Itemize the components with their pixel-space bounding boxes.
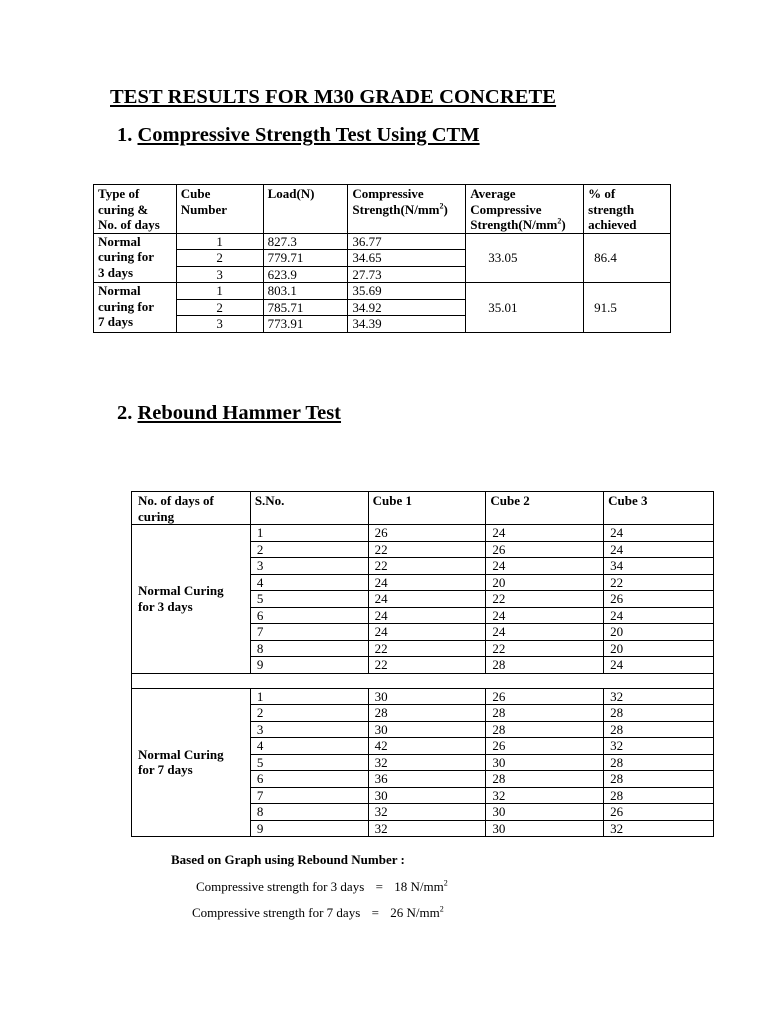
cube-number-cell: 1 [176,283,263,300]
sno-cell: 8 [250,804,368,821]
sno-cell: 1 [250,688,368,705]
cube-3-cell: 20 [604,640,714,657]
cube-2-cell: 24 [486,525,604,542]
section-2-number: 2. [117,402,133,424]
result-3-days [196,879,448,895]
cube-3-cell: 26 [604,804,714,821]
result-value: 18 N/mm [394,879,444,894]
col-header-cube-1: Cube 1 [368,492,486,525]
col-header-compressive-strength: Compressive $Strength(N/mm^2)$ [348,185,466,234]
table-row [94,283,671,300]
sno-cell: 7 [250,787,368,804]
cube-3-cell: 28 [604,721,714,738]
col-header-days: No. of days of curing [132,492,251,525]
percent-achieved-cell: 86.4 [584,233,671,283]
sno-cell: 9 [250,657,368,674]
percent-achieved-cell: 91.5 [584,283,671,333]
cube-3-cell: 20 [604,624,714,641]
cube-1-cell: 32 [368,804,486,821]
cube-1-cell: 30 [368,688,486,705]
cube-2-cell: 24 [486,624,604,641]
graph-note-heading: Based on Graph using Rebound Number : [171,852,405,867]
cube-1-cell: 24 [368,574,486,591]
page-title: TEST RESULTS FOR M30 GRADE CONCRETE [110,86,557,108]
curing-type-cell: Normal curing for 7 days [94,283,177,333]
col-header-type: Type of curing & No. of days [94,185,177,234]
cube-2-cell: 28 [486,705,604,722]
cube-number-cell: 2 [176,250,263,267]
cube-2-cell: 30 [486,754,604,771]
equals-sign: = [375,879,383,894]
cube-number-cell: 1 [176,233,263,250]
cube-1-cell: 22 [368,558,486,575]
sno-cell: 4 [250,574,368,591]
average-strength-cell: 35.01 [466,283,584,333]
compressive-strength-table [93,184,671,333]
cube-3-cell: 32 [604,820,714,837]
cube-1-cell: 22 [368,640,486,657]
col-header-percent-achieved: % of strength achieved [584,185,671,234]
cube-2-cell: 26 [486,688,604,705]
load-cell: 785.71 [263,299,348,316]
load-cell: 827.3 [263,233,348,250]
compressive-strength-cell: 35.69 [348,283,466,300]
curing-group-cell: Normal Curing for 7 days [132,688,251,837]
sno-cell: 1 [250,525,368,542]
sno-cell: 9 [250,820,368,837]
col-header-average-strength: Average Compressive $Strength(N/mm^2)$ [466,185,584,234]
cube-1-cell: 28 [368,705,486,722]
cube-2-cell: 24 [486,607,604,624]
cube-3-cell: 28 [604,787,714,804]
curing-type-cell: Normal curing for 3 days [94,233,177,283]
cube-1-cell: 24 [368,624,486,641]
compressive-strength-cell: 36.77 [348,233,466,250]
cube-1-cell: 22 [368,657,486,674]
cube-2-cell: 30 [486,820,604,837]
result-7-days [192,905,444,921]
cube-number-cell: 3 [176,316,263,333]
section-2-text: Rebound Hammer Test [137,402,342,424]
sno-cell: 2 [250,541,368,558]
cube-3-cell: 22 [604,574,714,591]
compressive-strength-cell: 34.65 [348,250,466,267]
cube-2-cell: 28 [486,657,604,674]
cube-3-cell: 24 [604,657,714,674]
section-2-title [117,402,341,425]
load-cell: 803.1 [263,283,348,300]
col-header-cube-2: Cube 2 [486,492,604,525]
col-header-sno: S.No. [250,492,368,525]
col-header-cube-3: Cube 3 [604,492,714,525]
compressive-strength-cell: 34.92 [348,299,466,316]
col-header-cube: Cube Number [176,185,263,234]
cube-3-cell: 24 [604,607,714,624]
table-row [132,688,714,705]
cube-number-cell: 3 [176,266,263,283]
cube-3-cell: 28 [604,771,714,788]
cube-2-cell: 32 [486,787,604,804]
cube-1-cell: 30 [368,787,486,804]
cube-2-cell: 28 [486,721,604,738]
section-1-number: 1. [117,124,133,146]
sno-cell: 7 [250,624,368,641]
sno-cell: 5 [250,591,368,608]
cube-3-cell: 28 [604,754,714,771]
cube-2-cell: 26 [486,738,604,755]
cube-2-cell: 22 [486,640,604,657]
compressive-strength-cell: 27.73 [348,266,466,283]
table-row [132,525,714,542]
unit-exponent: 2 [439,904,444,914]
section-1-text: Compressive Strength Test Using CTM [137,124,480,146]
cube-1-cell: 26 [368,525,486,542]
average-strength-cell: 33.05 [466,233,584,283]
unit-exponent: 2 [443,878,448,888]
cube-1-cell: 36 [368,771,486,788]
cube-2-cell: 28 [486,771,604,788]
cube-2-cell: 24 [486,558,604,575]
result-label: Compressive strength for 7 days [192,905,361,920]
sno-cell: 5 [250,754,368,771]
spacer-row [132,673,714,688]
cube-2-cell: 30 [486,804,604,821]
cube-2-cell: 20 [486,574,604,591]
sno-cell: 8 [250,640,368,657]
section-1-title [117,124,480,147]
sno-cell: 2 [250,705,368,722]
table-header-row [132,492,714,525]
sno-cell: 6 [250,607,368,624]
table-header-row [94,185,671,234]
cube-1-cell: 32 [368,820,486,837]
compressive-strength-cell: 34.39 [348,316,466,333]
cube-1-cell: 24 [368,607,486,624]
load-cell: 623.9 [263,266,348,283]
sno-cell: 3 [250,721,368,738]
cube-3-cell: 24 [604,525,714,542]
cube-2-cell: 22 [486,591,604,608]
cube-1-cell: 24 [368,591,486,608]
cube-3-cell: 34 [604,558,714,575]
cube-1-cell: 30 [368,721,486,738]
cube-3-cell: 32 [604,738,714,755]
cube-1-cell: 32 [368,754,486,771]
load-cell: 773.91 [263,316,348,333]
cube-number-cell: 2 [176,299,263,316]
spacer-cell [132,673,714,688]
col-header-load: Load(N) [263,185,348,234]
cube-3-cell: 26 [604,591,714,608]
table-row [94,233,671,250]
cube-1-cell: 42 [368,738,486,755]
rebound-hammer-table [131,491,714,837]
curing-group-cell: Normal Curing for 3 days [132,525,251,674]
result-label: Compressive strength for 3 days [196,879,365,894]
result-value: 26 N/mm [390,905,440,920]
cube-3-cell: 32 [604,688,714,705]
cube-3-cell: 24 [604,541,714,558]
sno-cell: 6 [250,771,368,788]
sno-cell: 3 [250,558,368,575]
sno-cell: 4 [250,738,368,755]
equals-sign: = [371,905,379,920]
cube-1-cell: 22 [368,541,486,558]
cube-3-cell: 28 [604,705,714,722]
cube-2-cell: 26 [486,541,604,558]
load-cell: 779.71 [263,250,348,267]
